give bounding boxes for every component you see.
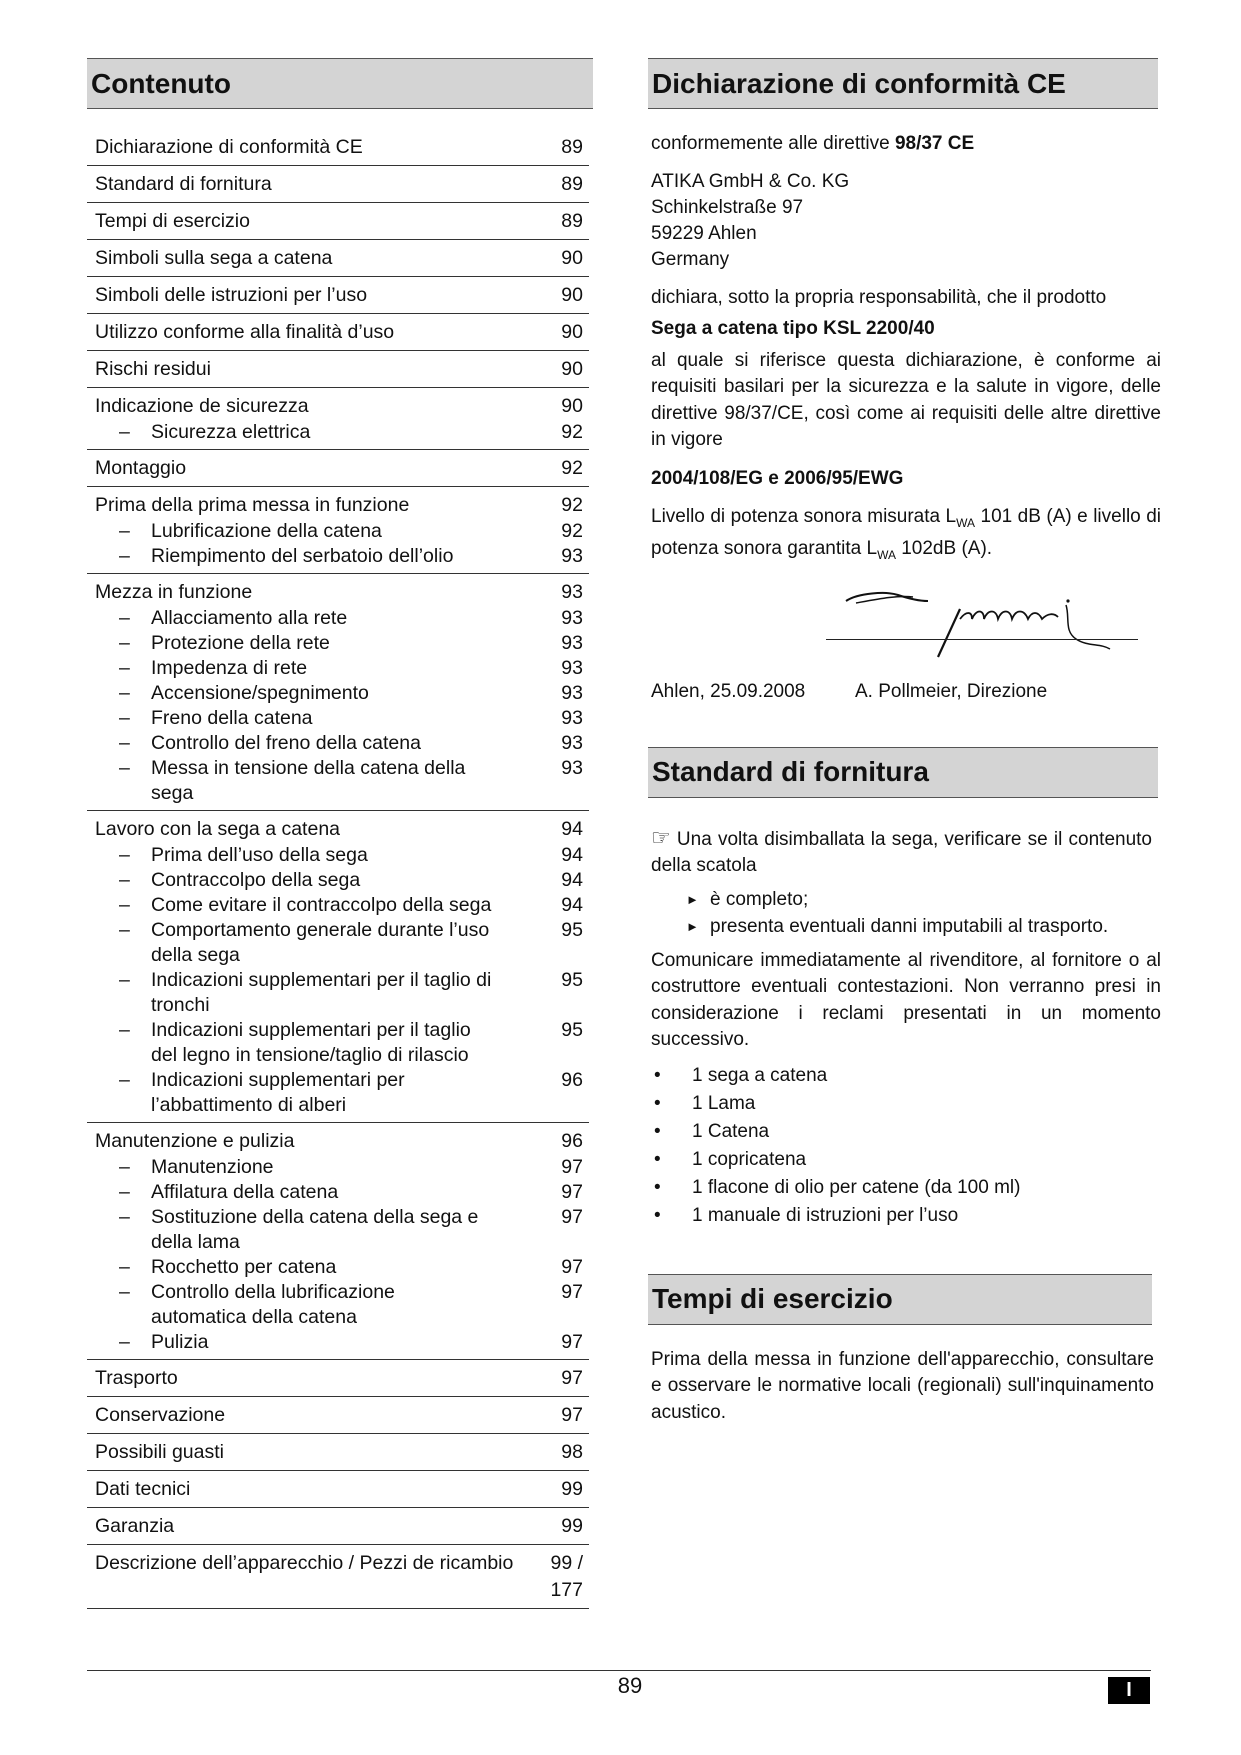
dash-marker: – bbox=[119, 732, 130, 754]
toc-subentry bbox=[87, 420, 589, 445]
toc-subentry-page: 93 bbox=[561, 657, 583, 679]
signature-area bbox=[648, 569, 1164, 679]
toc-subentry-page: 97 bbox=[561, 1331, 583, 1353]
company-city: 59229 Ahlen bbox=[651, 222, 757, 244]
toc-entry-title: Simboli delle istruzioni per l’uso bbox=[95, 284, 368, 306]
toc-subentry bbox=[87, 1255, 589, 1280]
toc-entry bbox=[87, 1550, 589, 1604]
dash-marker: – bbox=[119, 1256, 130, 1278]
check-item-text: presenta eventuali danni imputabili al trasporto. bbox=[710, 915, 1109, 937]
toc-subentry bbox=[87, 1205, 589, 1255]
toc-entry bbox=[87, 1128, 589, 1155]
toc-subentry bbox=[87, 731, 589, 756]
toc-subentry-page: 92 bbox=[561, 421, 583, 443]
toc-subentry-page: 93 bbox=[561, 545, 583, 567]
declares-text: dichiara, sotto la propria responsabilità, che il prodotto bbox=[651, 286, 1107, 308]
toc-entry-page: 99 bbox=[561, 1515, 583, 1537]
toc-subentry-title: Sostituzione della catena della sega e della lama bbox=[151, 1206, 479, 1253]
bullet-icon: • bbox=[654, 1064, 661, 1086]
toc-subentry bbox=[87, 544, 589, 569]
toc-entry bbox=[87, 134, 589, 161]
toc-subentry-title: Manutenzione bbox=[151, 1156, 274, 1178]
supply-item bbox=[648, 1118, 1164, 1146]
dash-marker: – bbox=[119, 757, 130, 779]
sound-sub-1: WA bbox=[956, 515, 976, 530]
toc-subentry-title: Indicazioni supplementari per l’abbattimento di alberi bbox=[151, 1069, 405, 1116]
toc-subentry-title: Sicurezza elettrica bbox=[151, 421, 311, 443]
toc-subentry-page: 97 bbox=[561, 1256, 583, 1278]
toc-entry-page: 89 bbox=[561, 210, 583, 232]
dash-marker: – bbox=[119, 520, 130, 542]
supply-item-text: 1 Catena bbox=[692, 1120, 770, 1142]
toc-entry bbox=[87, 1439, 589, 1466]
toc-entry-title: Simboli sulla sega a catena bbox=[95, 247, 333, 269]
toc-subentry-page: 96 bbox=[561, 1069, 583, 1091]
toc-entry-page: 92 bbox=[561, 457, 583, 479]
directives: 2004/108/EG e 2006/95/EWG bbox=[651, 467, 904, 489]
toc-subentry bbox=[87, 1068, 589, 1118]
toc-entry bbox=[87, 393, 589, 420]
toc-entry bbox=[87, 171, 589, 198]
toc-subentry-page: 95 bbox=[561, 1019, 583, 1041]
toc-group bbox=[87, 1123, 589, 1360]
dash-marker: – bbox=[119, 607, 130, 629]
company-country: Germany bbox=[651, 248, 730, 270]
toc-subentry-title: Indicazioni supplementari per il taglio del legno in tensione/taglio di rilascio bbox=[151, 1019, 471, 1066]
toc-subentry bbox=[87, 1180, 589, 1205]
toc-group bbox=[87, 487, 589, 574]
toc-entry-page: 97 bbox=[561, 1367, 583, 1389]
dash-marker: – bbox=[119, 1281, 130, 1303]
toc-group bbox=[87, 1545, 589, 1609]
sound-sub-2: WA bbox=[877, 548, 896, 563]
toc-subentry-title: Impedenza di rete bbox=[151, 657, 308, 679]
toc-entry-page: 96 bbox=[561, 1130, 583, 1152]
toc-subentry-title: Freno della catena bbox=[151, 707, 313, 729]
toc-subentry-page: 93 bbox=[561, 682, 583, 704]
toc-group bbox=[87, 203, 589, 240]
toc-entry-page: 90 bbox=[561, 395, 583, 417]
toc-entry bbox=[87, 282, 589, 309]
toc-subentry-title: Comportamento generale durante l’uso della sega bbox=[151, 919, 490, 966]
toc-column bbox=[87, 58, 593, 1609]
toc-subentry bbox=[87, 1330, 589, 1355]
toc-group bbox=[87, 314, 589, 351]
check-item bbox=[686, 886, 1164, 913]
toc-entry-page: 89 bbox=[561, 173, 583, 195]
toc-subentry-title: Prima dell’uso della sega bbox=[151, 844, 368, 866]
toc-entry-title: Rischi residui bbox=[95, 358, 211, 380]
toc-subentry-title: Accensione/spegnimento bbox=[151, 682, 369, 704]
supply-notice: Comunicare immediatamente al rivenditore, al fornitore o al costruttore eventuali contestazioni. Non verranno presi in considerazione i reclami presentati in un momento successivo. bbox=[651, 949, 1161, 1051]
toc-entry-title: Lavoro con la sega a catena bbox=[95, 818, 341, 840]
check-item bbox=[686, 913, 1164, 940]
toc-subentry-page: 97 bbox=[561, 1181, 583, 1203]
toc-subentry-page: 93 bbox=[561, 707, 583, 729]
dash-marker: – bbox=[119, 657, 130, 679]
toc-subentry-title: Rocchetto per catena bbox=[151, 1256, 337, 1278]
dash-marker: – bbox=[119, 894, 130, 916]
operating-text: Prima della messa in funzione dell'apparecchio, consultare e osservare le normative locali (regionali) sull'inquinamento acustico. bbox=[651, 1348, 1154, 1423]
product-name: Sega a catena tipo KSL 2200/40 bbox=[651, 318, 935, 339]
toc-group bbox=[87, 351, 589, 388]
dash-marker: – bbox=[119, 632, 130, 654]
toc-subentry-page: 95 bbox=[561, 969, 583, 991]
toc-entry-page: 93 bbox=[561, 581, 583, 603]
toc-entry-title: Utilizzo conforme alla finalità d’uso bbox=[95, 321, 395, 343]
toc-subentry-title: Controllo della lubrificazione automatica della catena bbox=[151, 1281, 395, 1328]
supply-item bbox=[648, 1146, 1164, 1174]
supply-item bbox=[648, 1174, 1164, 1202]
toc-subentry-title: Pulizia bbox=[151, 1331, 209, 1353]
toc-subentry-page: 93 bbox=[561, 632, 583, 654]
toc-entry bbox=[87, 455, 589, 482]
toc-entry-page: 92 bbox=[561, 494, 583, 516]
toc-entry-title: Indicazione de sicurezza bbox=[95, 395, 309, 417]
operating-heading: Tempi di esercizio bbox=[648, 1274, 1152, 1325]
toc-entry-title: Garanzia bbox=[95, 1515, 175, 1537]
supply-item-text: 1 sega a catena bbox=[692, 1064, 828, 1086]
toc-subentry-page: 94 bbox=[561, 869, 583, 891]
toc-group bbox=[87, 240, 589, 277]
dash-marker: – bbox=[119, 707, 130, 729]
sound-levels bbox=[648, 504, 1164, 569]
toc-entry-title: Manutenzione e pulizia bbox=[95, 1130, 295, 1152]
sound-text-3: 102dB (A). bbox=[895, 538, 993, 560]
toc-group bbox=[87, 1508, 589, 1545]
toc-entry-title: Dati tecnici bbox=[95, 1478, 191, 1500]
toc-entry bbox=[87, 1476, 589, 1503]
toc-subentry bbox=[87, 843, 589, 868]
toc-subentry-title: Riempimento del serbatoio dell’olio bbox=[151, 545, 454, 567]
toc-subentry-page: 97 bbox=[561, 1156, 583, 1178]
toc-subentry-title: Come evitare il contraccolpo della sega bbox=[151, 894, 492, 916]
toc-subentry-page: 93 bbox=[561, 607, 583, 629]
toc-entry-title: Standard di fornitura bbox=[95, 173, 272, 195]
toc-subentry-page: 97 bbox=[561, 1281, 583, 1303]
signature-image bbox=[838, 579, 1128, 669]
toc-subentry-page: 92 bbox=[561, 520, 583, 542]
toc-entry bbox=[87, 245, 589, 272]
toc-entry bbox=[87, 816, 589, 843]
supply-items bbox=[648, 1062, 1164, 1230]
toc-subentry-title: Lubrificazione della catena bbox=[151, 520, 382, 542]
toc-entry-title: Mezza in funzione bbox=[95, 581, 253, 603]
toc-group bbox=[87, 1434, 589, 1471]
toc-subentry-title: Protezione della rete bbox=[151, 632, 330, 654]
toc-group bbox=[87, 1397, 589, 1434]
supply-item-text: 1 manuale di istruzioni per l’uso bbox=[692, 1204, 959, 1226]
toc-group bbox=[87, 388, 589, 450]
conformity-body: al quale si riferisce questa dichiarazione, è conforme ai requisiti basilari per la sicurezza e la salute in vigore, delle direttive 98/37/CE, così come ai requisiti delle altre direttive in vigore bbox=[651, 349, 1161, 450]
toc-entry-page: 99 bbox=[561, 1478, 583, 1500]
toc-entry-title: Trasporto bbox=[95, 1367, 178, 1389]
supply-check-intro bbox=[648, 825, 1164, 880]
toc-subentry bbox=[87, 893, 589, 918]
intro-prefix: conformemente alle direttive bbox=[651, 133, 895, 154]
toc-group bbox=[87, 1471, 589, 1508]
place-date: Ahlen, 25.09.2008 bbox=[651, 680, 806, 702]
dash-marker: – bbox=[119, 969, 130, 991]
check-item-text: è completo; bbox=[710, 888, 809, 910]
toc-subentry-title: Allacciamento alla rete bbox=[151, 607, 348, 629]
toc-subentry bbox=[87, 968, 589, 1018]
toc-group bbox=[87, 277, 589, 314]
bullet-icon: • bbox=[654, 1120, 661, 1142]
toc-subentry bbox=[87, 918, 589, 968]
toc-entry-page: 90 bbox=[561, 247, 583, 269]
supply-item-text: 1 Lama bbox=[692, 1092, 756, 1114]
check-list bbox=[648, 886, 1164, 940]
toc-subentry bbox=[87, 706, 589, 731]
page-number: 89 bbox=[617, 1673, 643, 1698]
supply-item bbox=[648, 1202, 1164, 1230]
toc-subentry bbox=[87, 1280, 589, 1330]
dash-marker: – bbox=[119, 1019, 130, 1041]
toc-subentry bbox=[87, 656, 589, 681]
dash-marker: – bbox=[119, 421, 130, 443]
company-address bbox=[648, 169, 1164, 273]
toc-subentry bbox=[87, 1018, 589, 1068]
dash-marker: – bbox=[119, 869, 130, 891]
toc-group bbox=[87, 450, 589, 487]
toc-entry bbox=[87, 356, 589, 383]
toc-entry bbox=[87, 492, 589, 519]
footer-rule bbox=[87, 1670, 1151, 1671]
toc-subentry-title: Controllo del freno della catena bbox=[151, 732, 421, 754]
toc-subentry bbox=[87, 631, 589, 656]
toc-subentry-title: Indicazioni supplementari per il taglio di tronchi bbox=[151, 969, 492, 1016]
sound-text-2: 101 dB (A) e livello di potenza sonora garantita L bbox=[651, 506, 1161, 560]
toc-group bbox=[87, 811, 589, 1123]
conformity-intro bbox=[648, 131, 1164, 158]
toc-entry bbox=[87, 579, 589, 606]
toc-entry-page: 97 bbox=[561, 1404, 583, 1426]
toc-entry-page: 90 bbox=[561, 284, 583, 306]
toc-subentry bbox=[87, 519, 589, 544]
toc-group bbox=[87, 1360, 589, 1397]
conformity-heading: Dichiarazione di conformità CE bbox=[648, 58, 1158, 109]
toc-subentry-page: 93 bbox=[561, 732, 583, 754]
toc-entry-title: Descrizione dell’apparecchio / Pezzi de ricambio bbox=[95, 1552, 514, 1574]
toc-entry bbox=[87, 1513, 589, 1540]
toc-entry-page: 99 / 177 bbox=[550, 1552, 583, 1601]
toc-subentry-title: Contraccolpo della sega bbox=[151, 869, 361, 891]
toc-entry-title: Possibili guasti bbox=[95, 1441, 224, 1463]
toc-entry-page: 89 bbox=[561, 136, 583, 158]
signature-line bbox=[826, 639, 1138, 640]
toc-subentry-title: Affilatura della catena bbox=[151, 1181, 339, 1203]
check-intro-text: Una volta disimballata la sega, verificare se il contenuto della scatola bbox=[651, 828, 1153, 877]
toc-subentry bbox=[87, 1155, 589, 1180]
bullet-icon: • bbox=[654, 1204, 661, 1226]
toc-entry-title: Conservazione bbox=[95, 1404, 226, 1426]
toc-entry bbox=[87, 1402, 589, 1429]
toc-group bbox=[87, 130, 589, 166]
right-column bbox=[648, 58, 1164, 1426]
pointing-hand-icon: ☞ bbox=[651, 824, 671, 850]
supply-item bbox=[648, 1090, 1164, 1118]
supply-item-text: 1 flacone di olio per catene (da 100 ml) bbox=[692, 1176, 1021, 1198]
toc-entry bbox=[87, 1365, 589, 1392]
supply-heading: Standard di fornitura bbox=[648, 747, 1158, 798]
toc-entry-page: 98 bbox=[561, 1441, 583, 1463]
toc-entry bbox=[87, 319, 589, 346]
toc-entry-page: 90 bbox=[561, 321, 583, 343]
toc-subentry-page: 95 bbox=[561, 919, 583, 941]
dash-marker: – bbox=[119, 919, 130, 941]
toc-list bbox=[87, 130, 589, 1609]
toc-entry-title: Prima della prima messa in funzione bbox=[95, 494, 410, 516]
toc-subentry-page: 94 bbox=[561, 844, 583, 866]
toc-subentry bbox=[87, 756, 589, 806]
bullet-icon: • bbox=[654, 1148, 661, 1170]
toc-subentry-title: Messa in tensione della catena della sega bbox=[151, 757, 466, 804]
supply-item bbox=[648, 1062, 1164, 1090]
company-street: Schinkelstraße 97 bbox=[651, 196, 804, 218]
dash-marker: – bbox=[119, 1156, 130, 1178]
dash-marker: – bbox=[119, 682, 130, 704]
toc-entry-title: Montaggio bbox=[95, 457, 187, 479]
toc-subentry bbox=[87, 681, 589, 706]
toc-subentry bbox=[87, 868, 589, 893]
triangle-bullet-icon: ► bbox=[686, 918, 699, 934]
toc-group bbox=[87, 574, 589, 811]
bullet-icon: • bbox=[654, 1092, 661, 1114]
intro-directive: 98/37 CE bbox=[894, 133, 975, 154]
toc-entry-title: Tempi di esercizio bbox=[95, 210, 250, 232]
toc-subentry-page: 97 bbox=[561, 1206, 583, 1228]
toc-entry bbox=[87, 208, 589, 235]
dash-marker: – bbox=[119, 1181, 130, 1203]
toc-group bbox=[87, 166, 589, 203]
dash-marker: – bbox=[119, 1206, 130, 1228]
toc-entry-page: 94 bbox=[561, 818, 583, 840]
dash-marker: – bbox=[119, 1331, 130, 1353]
toc-entry-page: 90 bbox=[561, 358, 583, 380]
toc-subentry-page: 94 bbox=[561, 894, 583, 916]
triangle-bullet-icon: ► bbox=[686, 891, 699, 907]
dash-marker: – bbox=[119, 844, 130, 866]
place-date-row bbox=[648, 679, 1164, 705]
dash-marker: – bbox=[119, 1069, 130, 1091]
company-name: ATIKA GmbH & Co. KG bbox=[651, 170, 850, 192]
toc-subentry-page: 93 bbox=[561, 757, 583, 779]
sound-text-1: Livello di potenza sonora misurata L bbox=[651, 506, 957, 527]
language-badge: I bbox=[1108, 1677, 1150, 1704]
toc-heading: Contenuto bbox=[87, 58, 593, 109]
toc-subentry bbox=[87, 606, 589, 631]
supply-item-text: 1 copricatena bbox=[692, 1148, 807, 1170]
signatory: A. Pollmeier, Direzione bbox=[855, 680, 1048, 702]
bullet-icon: • bbox=[654, 1176, 661, 1198]
dash-marker: – bbox=[119, 545, 130, 567]
toc-entry-title: Dichiarazione di conformità CE bbox=[95, 136, 363, 158]
